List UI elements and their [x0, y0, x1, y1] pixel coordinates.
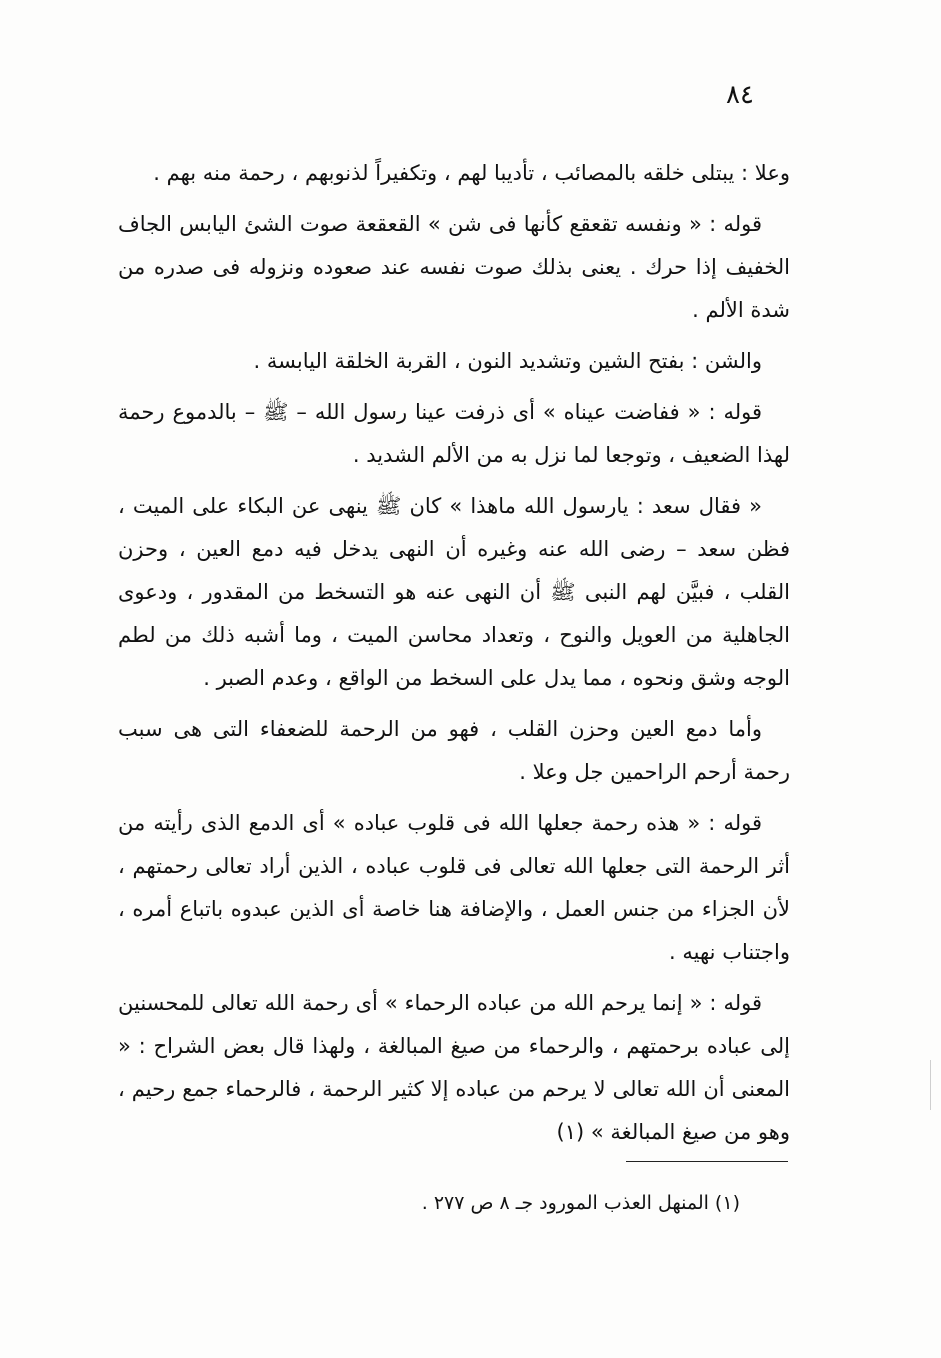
- main-text: [118, 152, 790, 1162]
- footnote-divider: [626, 1161, 788, 1162]
- page-number: ٨٤: [726, 80, 754, 110]
- paragraph-4: قوله : « ففاضت عيناه » أى ذرفت عينا رسول الله – ﷺ – بالدموع رحمة لهذا الضعيف ، وتوجعا لما نزل به من الألم الشديد .: [118, 400, 790, 467]
- footnote: (١) المنهل العذب المورود جـ ٨ ص ٢٧٧ .: [421, 1192, 740, 1214]
- paragraph-7: قوله : « هذه رحمة جعلها الله فى قلوب عباده » أى الدمع الذى رأيته من أثر الرحمة التى جعلها الله تعالى فى قلوب عباده ، الذين أراد تعالى رحمتهم ، لأن الجزاء من جنس العمل ، والإضافة هنا خاصة أى الذين عبدوه باتباع أمره ، واجتناب نهيه .: [118, 811, 790, 964]
- paragraph-6: وأما دمع العين وحزن القلب ، فهو من الرحمة للضعفاء التى هى سبب رحمة أرحم الراحمين جل وعلا .: [118, 717, 790, 784]
- margin-mark: [930, 1060, 931, 1110]
- paragraph-8: قوله : « إنما يرحم الله من عباده الرحماء » أى رحمة الله تعالى للمحسنين إلى عباده برحمتهم ، والرحماء من صيغ المبالغة ، ولهذا قال بعض الشراح : « المعنى أن الله تعالى لا يرحم من عباده إلا كثير الرحمة ، فالرحماء جمع رحيم ، وهو من صيغ المبالغة » (١): [118, 991, 790, 1144]
- paragraph-5: « فقال سعد : يارسول الله ماهذا » كان ﷺ ينهى عن البكاء على الميت ، فظن سعد – رضى الله عنه وغيره أن النهى يدخل فيه دمع العين ، وحزن القلب ، فبيَّن لهم النبى ﷺ أن النهى عنه هو التسخط من المقدور ، ودعوى الجاهلية من العويل والنوح ، وتعداد محاسن الميت ، وما أشبه ذلك من لطم الوجه وشق ونحوه ، مما يدل على السخط من الواقع ، وعدم الصبر .: [118, 494, 790, 690]
- paragraph-1: وعلا : يبتلى خلقه بالمصائب ، تأديبا لهم ، وتكفيراً لذنوبهم ، رحمة منه بهم .: [153, 161, 790, 185]
- paragraph-2: قوله : « ونفسه تقعقع كأنها فى شن » القعقعة صوت الشئ اليابس الجاف الخفيف إذا حرك . يعنى بذلك صوت نفسه عند صعوده ونزوله فى صدره من شدة الألم .: [118, 212, 790, 322]
- paragraph-3: والشن : بفتح الشين وتشديد النون ، القربة الخلقة اليابسة .: [253, 349, 762, 373]
